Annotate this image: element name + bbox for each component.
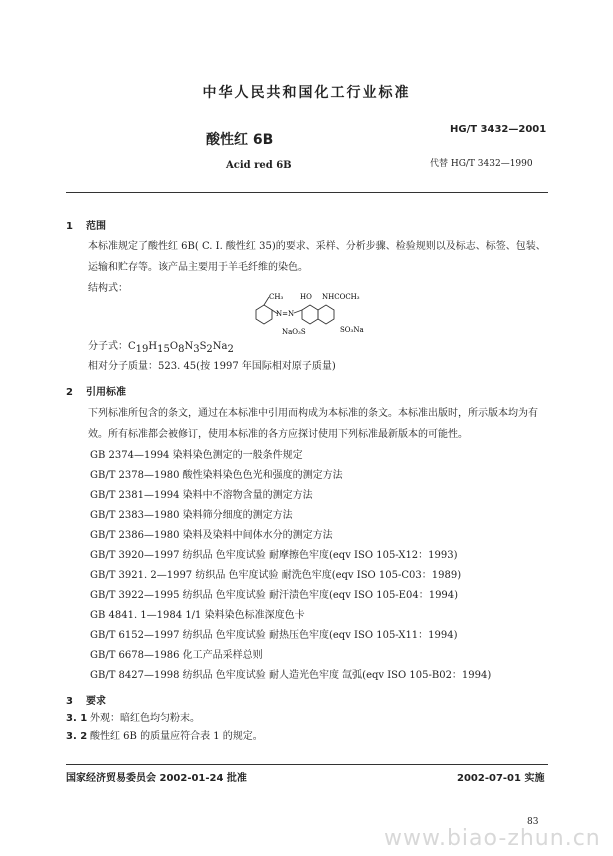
reference-item: GB/T 6152—1997 纺织品 色牢度试验 耐热压色牢度(eqv ISO 105-X11：1994): [90, 630, 458, 641]
approval-date: 国家经济贸易委员会 2002-01-24 批准: [66, 773, 247, 784]
section-number: 1: [66, 221, 73, 232]
section-2-paragraph: [66, 403, 548, 445]
structure-label: 结构式：: [88, 283, 128, 294]
section-1-paragraph: [66, 236, 548, 278]
authority-title: 中华人民共和国化工行业标准: [202, 85, 411, 101]
footer-rule: [66, 764, 548, 765]
section-title: 范围: [86, 221, 106, 232]
naphthalene-ring-1: [302, 305, 318, 324]
standard-code: HG/T 3432—2001: [450, 124, 547, 135]
naphthalene-ring-2: [318, 305, 334, 324]
molecular-mass: 相对分子质量：523. 45(按 1997 年国际相对原子质量): [88, 361, 336, 372]
section-3-heading: [66, 692, 106, 707]
azo-label: N=N: [276, 310, 295, 318]
reference-item: GB/T 2378—1980 酸性染料染色色光和强度的测定方法: [90, 470, 343, 481]
acetamido-label: NHCOCH₃: [322, 293, 360, 301]
header-rule: [66, 192, 548, 193]
reference-item: GB 2374—1994 染料染色测定的一般条件规定: [90, 450, 303, 461]
reference-item: GB 4841. 1—1984 1/1 染料染色标准深度色卡: [90, 610, 305, 621]
sulfonate-left-label: NaO₃S: [282, 328, 306, 336]
references-intro: 下列标准所包含的条文，通过在本标准中引用而构成为本标准的条文。本标准出版时，所示版本均为有效。所有标准都会被修订，使用本标准的各方应探讨使用下列标准最新版本的可能性。: [88, 408, 538, 440]
section-number: 2: [66, 387, 73, 398]
molecular-formula: 分子式：$C_{19}H_{15}O_8N_3S_2Na_2$: [88, 341, 234, 355]
requirement-3-1: 3. 1 外观：暗红色均匀粉末。: [66, 713, 200, 724]
methyl-label: CH₃: [269, 293, 284, 301]
reference-item: GB/T 2381—1994 染料中不溶物含量的测定方法: [90, 490, 313, 501]
sulfonate-right-label: SO₃Na: [340, 326, 364, 334]
section-title: 引用标准: [86, 387, 126, 398]
hydroxyl-label: HO: [300, 293, 312, 301]
section-title: 要求: [86, 696, 106, 707]
reference-item: GB/T 3920—1997 纺织品 色牢度试验 耐摩擦色牢度(eqv ISO 105-X12：1993): [90, 550, 458, 561]
watermark: www.biao-zhun.cn: [384, 826, 601, 851]
document-subtitle: Acid red 6B: [226, 160, 292, 171]
section-2-heading: [66, 383, 126, 398]
reference-item: GB/T 3921. 2—1997 纺织品 色牢度试验 耐洗色牢度(eqv ISO 105-C03：1989): [90, 570, 462, 581]
reference-item: GB/T 2386—1980 染料及染料中间体水分的测定方法: [90, 530, 333, 541]
benzene-ring: [256, 305, 272, 324]
reference-item: GB/T 8427—1998 纺织品 色牢度试验 耐人造光色牢度 氙弧(eqv ISO 105-B02：1994): [90, 670, 492, 681]
reference-item: GB/T 6678—1986 化工产品采样总则: [90, 650, 263, 661]
requirement-3-2: 3. 2 酸性红 6B 的质量应符合表 1 的规定。: [66, 731, 263, 742]
document-title: 酸性红 6B: [206, 132, 274, 148]
page-number: 83: [527, 817, 539, 827]
structural-formula: [242, 288, 382, 340]
section-number: 3: [66, 696, 73, 707]
reference-item: GB/T 3922—1995 纺织品 色牢度试验 耐汗渍色牢度(eqv ISO 105-E04：1994): [90, 590, 459, 601]
reference-item: GB/T 2383—1980 染料筛分细度的测定方法: [90, 510, 293, 521]
replaces-standard: 代替 HG/T 3432—1990: [430, 159, 533, 169]
scope-text: 本标准规定了酸性红 6B( C. I. 酸性红 35)的要求、采样、分析步骤、检验规则以及标志、标签、包装、运输和贮存等。该产品主要用于羊毛纤维的染色。: [88, 241, 546, 273]
section-1-heading: [66, 217, 106, 232]
implementation-date: 2002-07-01 实施: [457, 773, 545, 784]
